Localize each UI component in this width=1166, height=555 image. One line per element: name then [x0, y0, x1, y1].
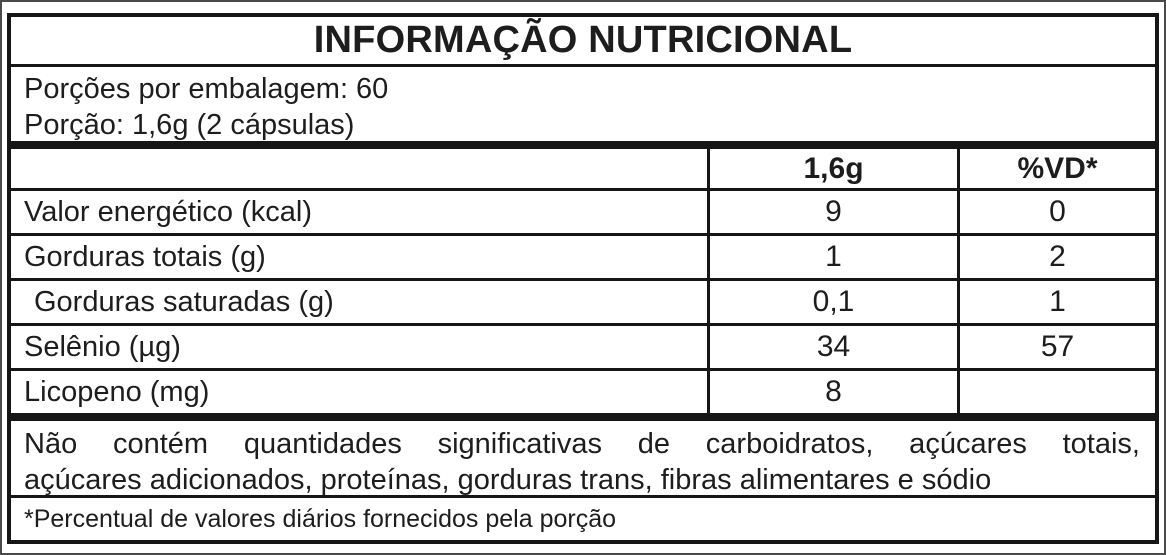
nutrient-amount: 34	[710, 326, 960, 368]
note-line: Não contém quantidades significativas de carboidratos, açúcares totais,	[24, 428, 1140, 460]
nutrient-row-lycopene	[11, 368, 1155, 413]
nutrient-name: Valor energético (kcal)	[11, 191, 710, 233]
nutrition-table	[7, 13, 1159, 544]
note-line: açúcares adicionados, proteínas, gorduras trans, fibras alimentares e sódio	[24, 464, 992, 496]
nutrient-name: Selênio (µg)	[11, 326, 710, 368]
servings-per-package: Porções por embalagem: 60	[24, 73, 389, 105]
nutrient-column-header	[11, 149, 710, 188]
daily-values-footnote: *Percentual de valores diários fornecidos pela porção	[11, 495, 1155, 540]
nutrient-dv: 0	[1049, 195, 1066, 228]
nutrient-name: Gorduras totais (g)	[11, 236, 710, 278]
nutrient-dv: 57	[1040, 330, 1075, 363]
thick-divider-bottom	[11, 413, 1155, 421]
thick-divider-top	[11, 141, 1155, 149]
nutrient-dv	[960, 371, 1155, 413]
dv-column-header: %VD*	[1017, 151, 1098, 185]
amount-column-header: 1,6g	[710, 149, 960, 188]
nutrient-amount: 8	[710, 371, 960, 413]
serving-info	[11, 67, 1155, 141]
nutrient-name: Gorduras saturadas (g)	[11, 281, 710, 323]
nutrient-amount: 9	[710, 191, 960, 233]
nutrient-dv: 2	[1049, 240, 1066, 273]
insignificant-nutrients-note	[11, 421, 1155, 495]
nutrient-name: Licopeno (mg)	[11, 371, 710, 413]
nutrient-row-total-fat	[11, 233, 1155, 278]
nutrient-row-energy	[11, 188, 1155, 233]
column-header-row	[11, 149, 1155, 188]
nutrient-amount: 1	[710, 236, 960, 278]
nutrient-row-selenium	[11, 323, 1155, 368]
nutrient-dv: 1	[1049, 285, 1066, 318]
nutrient-row-saturated-fat	[11, 278, 1155, 323]
serving-size: Porção: 1,6g (2 cápsulas)	[24, 109, 355, 141]
nutrient-grid	[11, 149, 1155, 413]
label-title: INFORMAÇÃO NUTRICIONAL	[11, 17, 1155, 67]
nutrient-amount: 0,1	[710, 281, 960, 323]
